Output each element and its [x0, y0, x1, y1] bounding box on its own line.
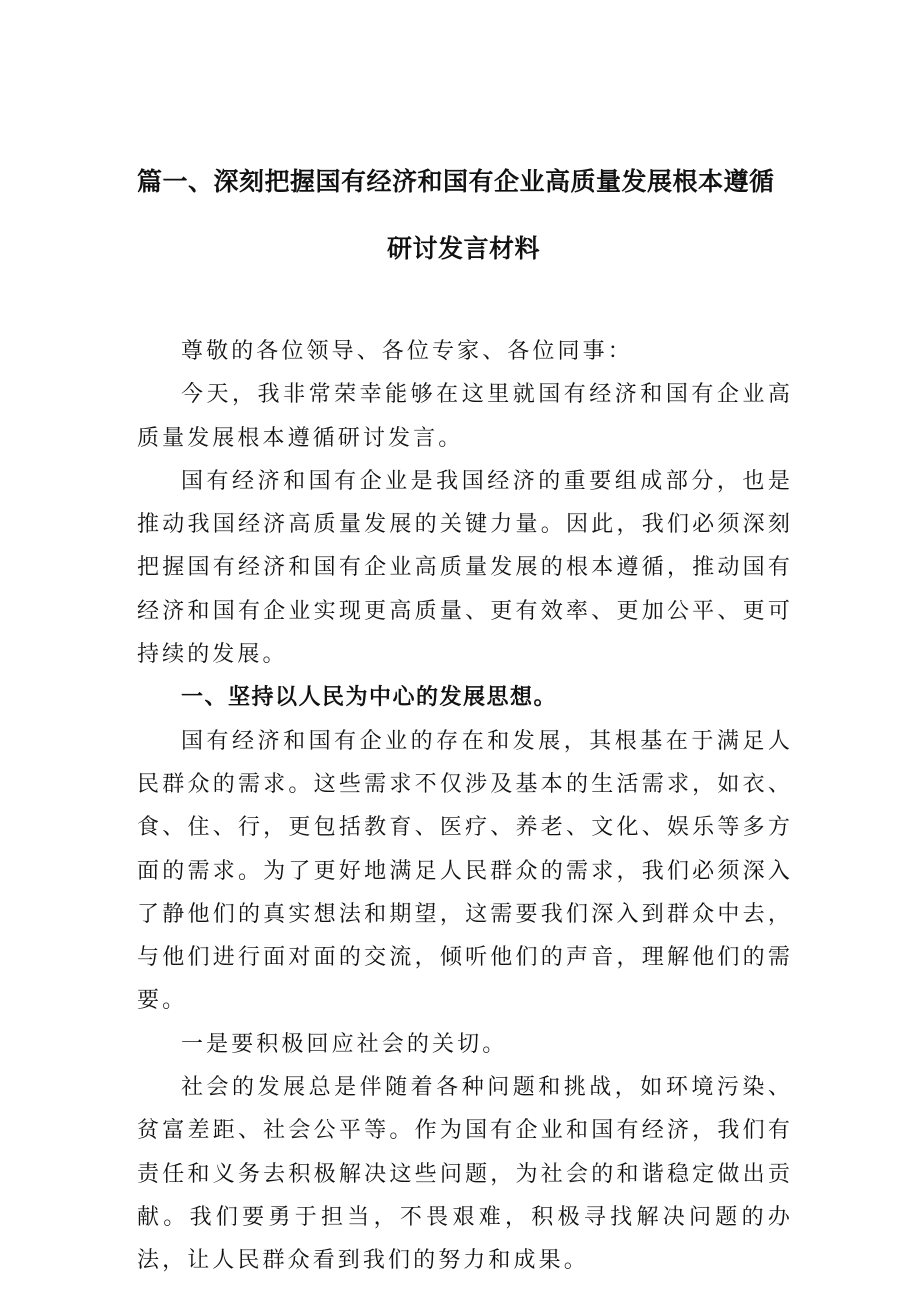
body-paragraph: 国有经济和国有企业的存在和发展，其根基在于满足人民群众的需求。这些需求不仅涉及基本的生活需求，如衣、食、住、行，更包括教育、医疗、养老、文化、娱乐等多方面的需求。为了更好地满足人民群众的需求，我们必须深入了静他们的真实想法和期望，这需要我们深入到群众中去，与他们进行面对面的交流，倾听他们的声音，理解他们的需要。 — [137, 728, 793, 1014]
body-paragraph: 国有经济和国有企业是我国经济的重要组成部分，也是推动我国经济高质量发展的关键力量。因此，我们必须深刻把握国有经济和国有企业高质量发展的根本遵循，推动国有经济和国有企业实现更高质量、更有效率、更加公平、更可持续的发展。 — [137, 468, 793, 668]
document-body — [137, 330, 793, 1283]
body-paragraph: 今天，我非常荣幸能够在这里就国有经济和国有企业高质量发展根本遵循研讨发言。 — [137, 382, 793, 451]
sub-heading: 一是要积极回应社会的关切。 — [181, 1031, 508, 1057]
salutation: 尊敬的各位领导、各位专家、各位同事： — [181, 339, 633, 364]
document-title-line-1: 篇一、深刻把握国有经济和国有企业高质量发展根本遵循 — [137, 167, 775, 196]
body-paragraph: 社会的发展总是伴随着各种问题和挑战，如环境污染、贫富差距、社会公平等。作为国有企业和国有经济，我们有责任和义务去积极解决这些问题，为社会的和谐稳定做出贡献。我们要勇于担当，不畏艰难，积极寻找解决问题的办法，让人民群众看到我们的努力和成果。 — [137, 1075, 793, 1274]
document-title-line-2: 研讨发言材料 — [386, 234, 540, 263]
section-heading: 一、坚持以人民为中心的发展思想。 — [181, 685, 558, 711]
